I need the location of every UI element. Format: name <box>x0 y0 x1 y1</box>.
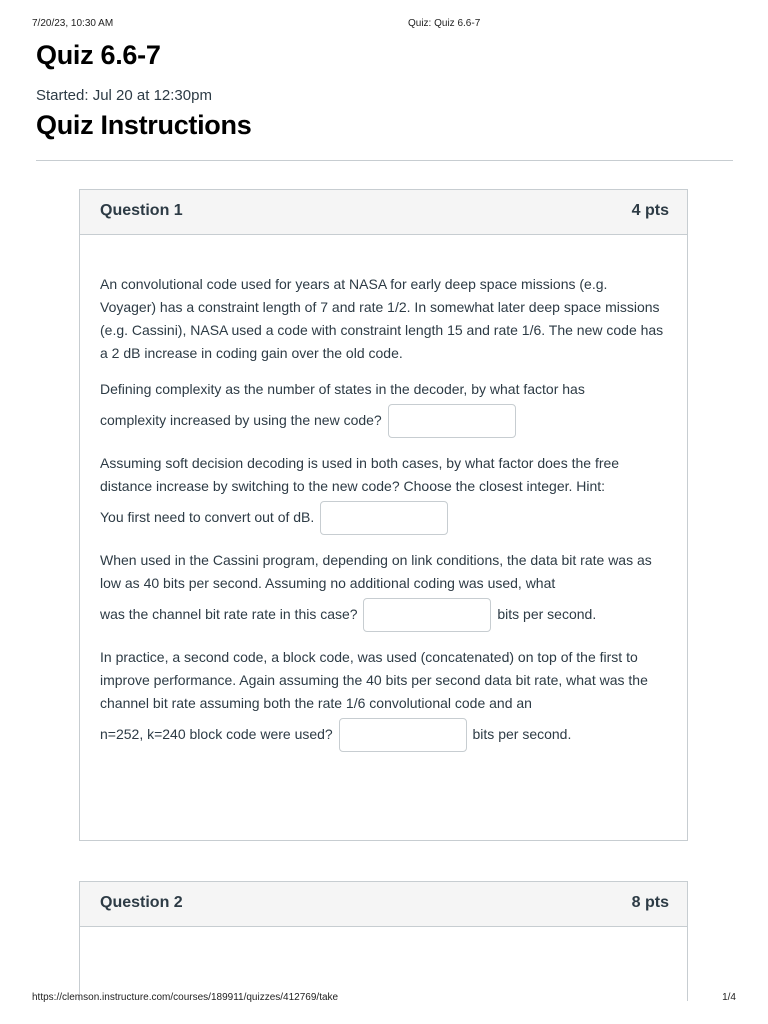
part-1-inline-text: complexity increased by using the new code? <box>100 412 382 428</box>
question-1-title: Question 1 <box>100 202 183 219</box>
question-1-header <box>80 190 687 235</box>
part-1-answer-input[interactable] <box>388 404 516 438</box>
print-header <box>32 18 736 32</box>
print-doc-title: Quiz: Quiz 6.6-7 <box>408 18 481 29</box>
question-1-part-2 <box>100 452 667 536</box>
part-2-inline-text: You first need to convert out of dB. <box>100 509 315 525</box>
part-4-inline-text: n=252, k=240 block code were used? <box>100 726 333 742</box>
print-footer <box>32 992 736 1006</box>
part-4-answer-input[interactable] <box>339 718 467 752</box>
question-1-intro: An convolutional code used for years at NASA for early deep space missions (e.g. Voyager) has a constraint length of 7 and rate 1/2. In somewhat later deep space missions (e.g. Cassini), NASA used a code with constraint length 15 and rate 1/6. The new code has a 2 dB increase in coding gain over the old code. <box>100 276 664 361</box>
question-1-card <box>79 189 688 841</box>
question-1-part-4 <box>100 646 667 753</box>
question-1-part-1 <box>100 378 667 439</box>
part-2-text: Assuming soft decision decoding is used in both cases, by what factor does the free distance increase by switching to the new code? Choose the closest integer. Hint: <box>100 455 620 494</box>
part-3-suffix: bits per second. <box>497 606 597 622</box>
part-1-text: Defining complexity as the number of states in the decoder, by what factor has <box>100 381 585 397</box>
question-2-title: Question 2 <box>100 894 183 911</box>
question-1-part-3 <box>100 549 667 633</box>
quiz-instructions-heading: Quiz Instructions <box>36 110 252 140</box>
part-3-text: When used in the Cassini program, depending on link conditions, the data bit rate was as low as 40 bits per second. Assuming no additional coding was used, what <box>100 552 652 591</box>
question-1-body <box>80 235 687 753</box>
question-2-card <box>79 881 688 1001</box>
part-3-inline-text: was the channel bit rate rate in this case? <box>100 606 358 622</box>
question-2-header <box>80 882 687 927</box>
question-2-points: 8 pts <box>631 894 669 911</box>
quiz-started-text: Started: Jul 20 at 12:30pm <box>36 87 212 104</box>
print-page-number: 1/4 <box>722 992 736 1003</box>
part-3-answer-input[interactable] <box>363 598 491 632</box>
page-title: Quiz 6.6-7 <box>36 40 161 70</box>
part-4-text: In practice, a second code, a block code, was used (concatenated) on top of the first to improve performance. Again assuming the 40 bits per second data bit rate, what was the channel bit rate assuming both the rate 1/6 convolutional code and an <box>100 649 648 711</box>
part-4-suffix: bits per second. <box>472 726 572 742</box>
question-1-points: 4 pts <box>631 202 669 219</box>
print-datetime: 7/20/23, 10:30 AM <box>32 18 114 29</box>
print-url: https://clemson.instructure.com/courses/189911/quizzes/412769/take <box>32 992 339 1003</box>
part-2-answer-input[interactable] <box>320 501 448 535</box>
divider <box>36 160 733 161</box>
